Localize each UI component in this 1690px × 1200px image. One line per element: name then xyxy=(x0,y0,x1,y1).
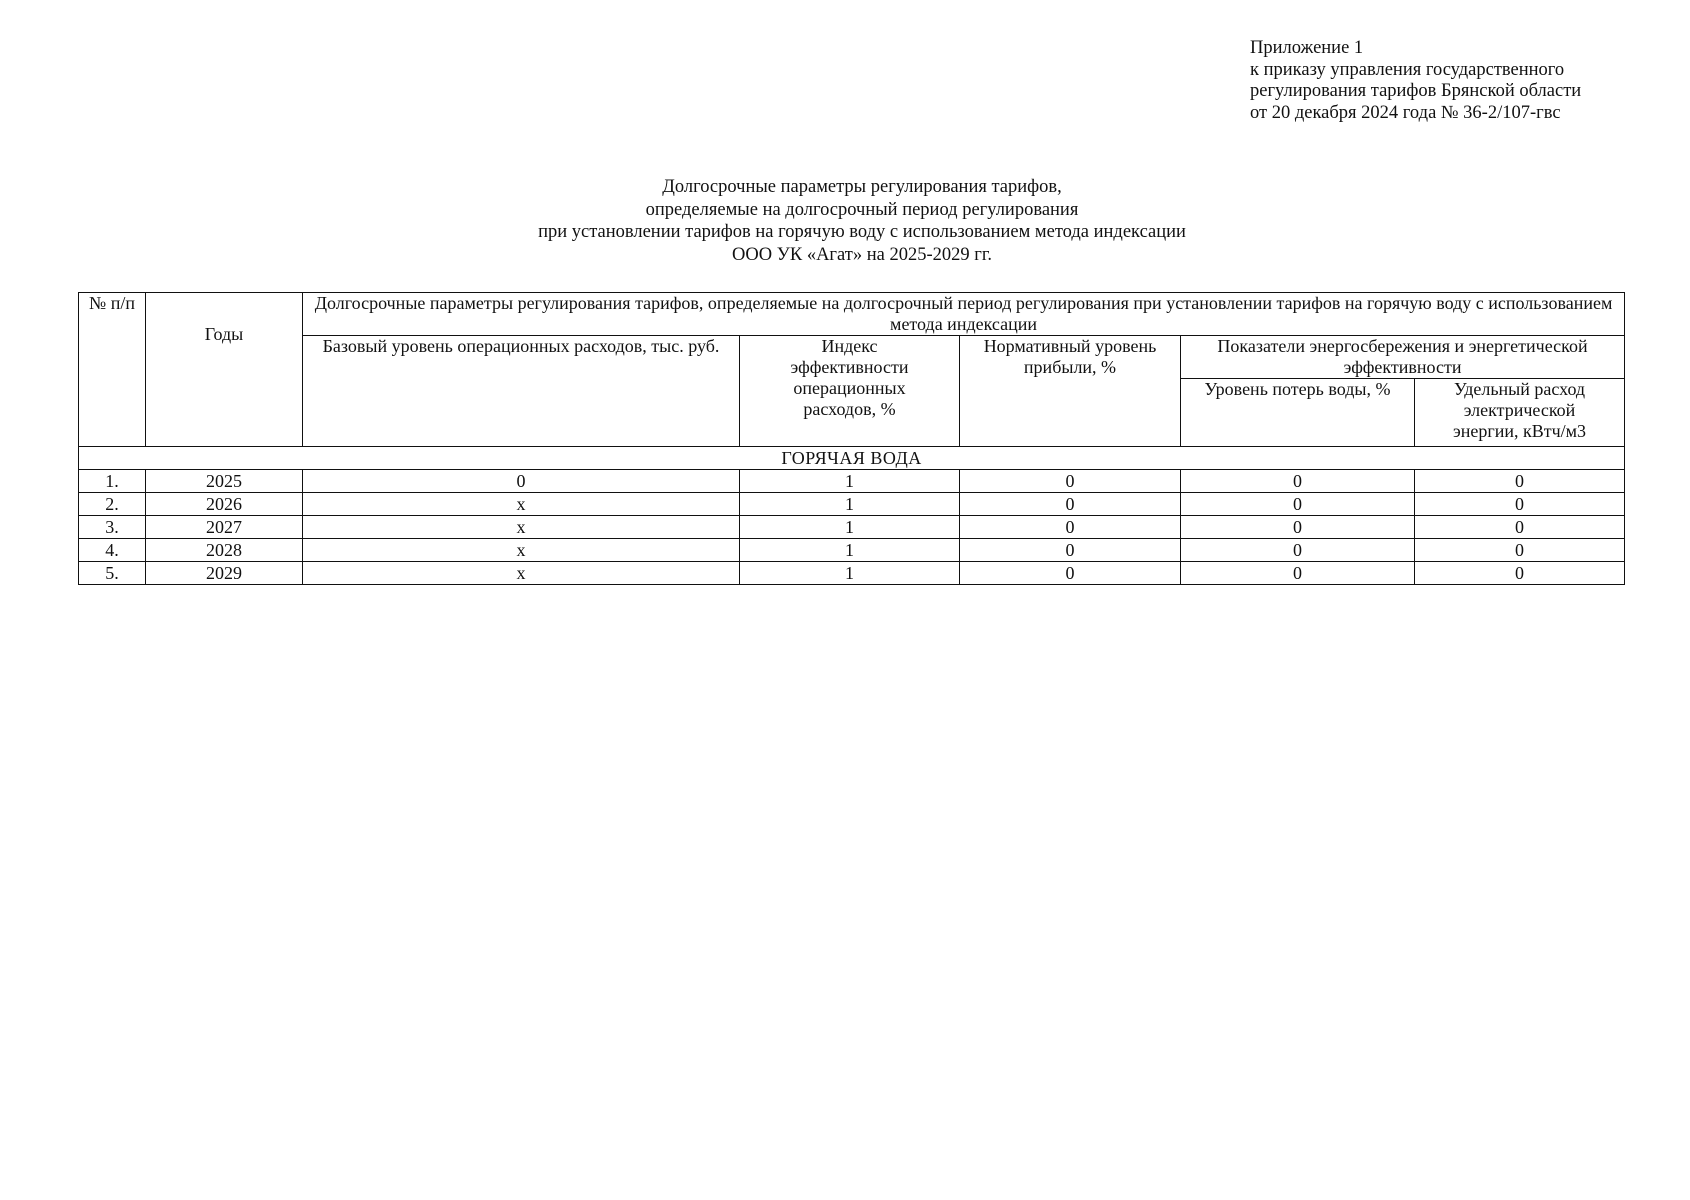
table-row xyxy=(79,539,1625,562)
cell-elec: 0 xyxy=(1415,516,1625,539)
header-energy-group: Показатели энергосбережения и энергетической эффективности xyxy=(1181,336,1625,379)
cell-profit: 0 xyxy=(960,539,1181,562)
title-line-1: Долгосрочные параметры регулирования тарифов, xyxy=(662,177,1062,197)
table-row xyxy=(79,516,1625,539)
header-main: Долгосрочные параметры регулирования тарифов, определяемые на долгосрочный период регулирования при установлении тарифов на горячую воду с использованием метода индексации xyxy=(303,293,1625,336)
cell-profit: 0 xyxy=(960,562,1181,585)
parameters-table xyxy=(78,292,1625,585)
cell-num: 3. xyxy=(79,516,146,539)
cell-base: x xyxy=(303,562,740,585)
header-num: № п/п xyxy=(79,293,146,447)
cell-profit: 0 xyxy=(960,470,1181,493)
cell-index: 1 xyxy=(740,539,960,562)
cell-year: 2025 xyxy=(146,470,303,493)
cell-base: 0 xyxy=(303,470,740,493)
header-profit-level: Нормативный уровень прибыли, % xyxy=(960,336,1181,447)
cell-year: 2027 xyxy=(146,516,303,539)
header-base-level: Базовый уровень операционных расходов, тыс. руб. xyxy=(303,336,740,447)
cell-index: 1 xyxy=(740,493,960,516)
cell-loss: 0 xyxy=(1181,470,1415,493)
title-line-2: определяемые на долгосрочный период регулирования xyxy=(645,199,1079,220)
table-row xyxy=(79,493,1625,516)
cell-base: x xyxy=(303,493,740,516)
cell-profit: 0 xyxy=(960,516,1181,539)
header-years: Годы xyxy=(146,293,303,447)
cell-elec: 0 xyxy=(1415,562,1625,585)
table-row xyxy=(79,562,1625,585)
cell-index: 1 xyxy=(740,516,960,539)
header-water-loss: Уровень потерь воды, % xyxy=(1181,379,1415,447)
appendix-note xyxy=(1250,38,1581,124)
cell-index: 1 xyxy=(740,470,960,493)
appendix-line-2: к приказу управления государственного xyxy=(1250,59,1565,80)
cell-loss: 0 xyxy=(1181,562,1415,585)
cell-year: 2028 xyxy=(146,539,303,562)
appendix-line-4: от 20 декабря 2024 года № 36-2/107-гвс xyxy=(1250,102,1561,123)
document-title xyxy=(0,176,1690,266)
cell-loss: 0 xyxy=(1181,516,1415,539)
title-line-4: ООО УК «Агат» на 2025-2029 гг. xyxy=(732,244,992,265)
cell-elec: 0 xyxy=(1415,470,1625,493)
cell-year: 2026 xyxy=(146,493,303,516)
cell-profit: 0 xyxy=(960,493,1181,516)
cell-base: x xyxy=(303,516,740,539)
cell-year: 2029 xyxy=(146,562,303,585)
cell-loss: 0 xyxy=(1181,493,1415,516)
cell-num: 4. xyxy=(79,539,146,562)
cell-num: 1. xyxy=(79,470,146,493)
cell-num: 2. xyxy=(79,493,146,516)
cell-loss: 0 xyxy=(1181,539,1415,562)
cell-num: 5. xyxy=(79,562,146,585)
cell-elec: 0 xyxy=(1415,493,1625,516)
cell-index: 1 xyxy=(740,562,960,585)
section-hot-water: ГОРЯЧАЯ ВОДА xyxy=(79,447,1625,470)
appendix-line-1: Приложение 1 xyxy=(1250,38,1364,58)
table-row xyxy=(79,470,1625,493)
header-electricity: Удельный расход электрической энергии, кВтч/м3 xyxy=(1415,379,1625,447)
title-line-3: при установлении тарифов на горячую воду с использованием метода индексации xyxy=(538,222,1186,242)
header-efficiency-index: Индекс эффективности операционных расходов, % xyxy=(740,336,960,447)
cell-base: x xyxy=(303,539,740,562)
cell-elec: 0 xyxy=(1415,539,1625,562)
appendix-line-3: регулирования тарифов Брянской области xyxy=(1250,81,1582,101)
